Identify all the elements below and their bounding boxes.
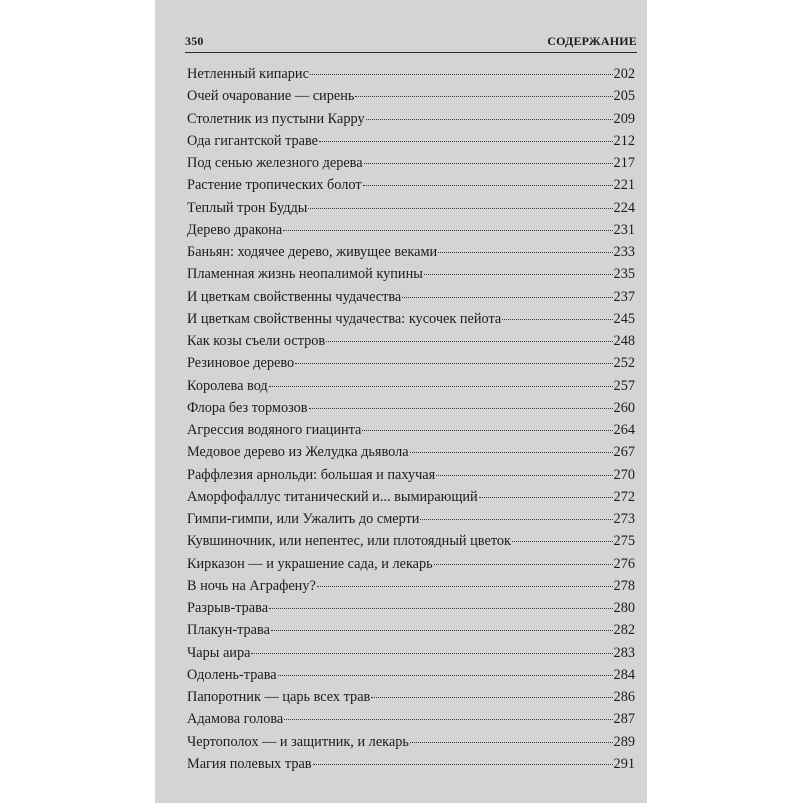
dot-leader	[424, 274, 613, 275]
toc-entry-page: 289	[613, 733, 635, 750]
toc-entry-page: 283	[613, 644, 635, 661]
toc-entry-page: 257	[613, 377, 635, 394]
dot-leader	[362, 430, 612, 431]
toc-entry	[187, 174, 635, 196]
toc-entry-title: Кувшиночник, или непентес, или плотоядный цветок	[187, 533, 511, 550]
toc-entry-page: 273	[613, 511, 635, 527]
toc-entry-title: Растение тропических болот	[187, 177, 362, 194]
toc-entry	[187, 464, 635, 486]
section-title: СОДЕРЖАНИЕ	[547, 34, 637, 48]
toc-entry	[187, 553, 635, 575]
toc-entry	[187, 152, 635, 174]
dot-leader	[269, 608, 613, 609]
dot-leader	[309, 408, 613, 409]
dot-leader	[512, 541, 613, 542]
dot-leader	[402, 297, 612, 298]
page-number: 350	[185, 34, 204, 48]
toc-entry	[187, 664, 635, 686]
toc-entry-page: 212	[613, 132, 635, 149]
toc-entry	[187, 219, 635, 241]
dot-leader	[251, 653, 612, 654]
dot-leader	[319, 141, 613, 142]
toc-entry-title: Баньян: ходячее дерево, живущее веками	[187, 244, 438, 260]
toc-entry-title: И цветкам свойственны чудачества: кусочек пейота	[187, 310, 502, 327]
toc-entry-title: Как козы съели остров	[187, 333, 326, 349]
toc-entry	[187, 508, 635, 530]
toc-entry-title: Кирказон — и украшение сада, и лекарь	[187, 555, 433, 572]
toc-entry-title: Одолень-трава	[187, 666, 277, 683]
toc-entry-title: И цветкам свойственны чудачества	[187, 288, 402, 305]
toc-entry	[187, 63, 635, 85]
dot-leader	[410, 742, 613, 743]
toc-entry-title: Нетленный кипарис	[187, 66, 309, 82]
toc-entry-title: Плакун-трава	[187, 622, 270, 639]
toc-entry-page: 237	[613, 288, 635, 305]
header-rule	[185, 52, 637, 53]
dot-leader	[364, 163, 613, 164]
toc-entry-title: Чертополох — и защитник, и лекарь	[187, 733, 409, 750]
toc-entry-title: Адамова голова	[187, 711, 284, 728]
table-of-contents	[187, 63, 635, 775]
dot-leader	[371, 697, 612, 698]
toc-entry-title: Агрессия водяного гиацинта	[187, 422, 362, 438]
dot-leader	[283, 230, 612, 231]
toc-entry	[187, 397, 635, 419]
dot-leader	[355, 96, 612, 97]
dot-leader	[438, 252, 612, 253]
toc-entry-page: 291	[613, 755, 635, 772]
toc-entry	[187, 241, 635, 263]
toc-entry	[187, 286, 635, 308]
dot-leader	[269, 386, 613, 387]
toc-entry-title: Очей очарование — сирень	[187, 88, 355, 105]
toc-entry-page: 202	[613, 66, 635, 82]
toc-entry	[187, 330, 635, 352]
toc-entry-title: Ода гигантской траве	[187, 132, 318, 149]
toc-entry	[187, 753, 635, 775]
toc-entry	[187, 575, 635, 597]
toc-entry-page: 284	[613, 666, 635, 683]
toc-entry-title: В ночь на Аграфену?	[187, 577, 316, 594]
dot-leader	[295, 363, 612, 364]
toc-entry-title: Аморфофаллус титанический и... вымирающий	[187, 488, 478, 505]
toc-entry-title: Раффлезия арнольди: большая и пахучая	[187, 466, 436, 483]
toc-entry-title: Чары аира	[187, 644, 251, 661]
toc-entry-title: Папоротник — царь всех трав	[187, 689, 371, 705]
toc-entry-page: 245	[613, 310, 635, 327]
toc-entry-page: 217	[613, 155, 635, 171]
dot-leader	[420, 519, 612, 520]
toc-entry-page: 276	[613, 555, 635, 572]
toc-entry-page: 224	[613, 199, 635, 216]
dot-leader	[308, 208, 612, 209]
toc-entry-page: 260	[613, 399, 635, 416]
toc-entry-title: Теплый трон Будды	[187, 199, 308, 216]
toc-entry	[187, 597, 635, 619]
toc-entry-title: Магия полевых трав	[187, 755, 312, 772]
toc-entry-title: Под сенью железного дерева	[187, 155, 363, 171]
toc-entry-page: 287	[613, 711, 635, 728]
toc-entry	[187, 642, 635, 664]
toc-entry	[187, 441, 635, 463]
toc-entry-title: Столетник из пустыни Карру	[187, 110, 365, 127]
toc-entry-page: 209	[613, 110, 635, 127]
toc-entry	[187, 85, 635, 107]
toc-entry-page: 248	[613, 333, 635, 349]
toc-entry	[187, 308, 635, 330]
toc-entry-page: 221	[613, 177, 635, 194]
toc-entry-page: 267	[613, 444, 635, 461]
toc-entry-page: 278	[613, 577, 635, 594]
toc-entry-page: 233	[613, 244, 635, 260]
toc-entry-page: 272	[613, 488, 635, 505]
dot-leader	[317, 586, 613, 587]
toc-entry	[187, 486, 635, 508]
toc-entry	[187, 130, 635, 152]
toc-entry	[187, 263, 635, 285]
dot-leader	[363, 185, 613, 186]
toc-entry-page: 264	[613, 422, 635, 438]
toc-entry	[187, 708, 635, 730]
dot-leader	[502, 319, 612, 320]
dot-leader	[313, 764, 613, 765]
dot-leader	[310, 74, 613, 75]
toc-entry	[187, 108, 635, 130]
toc-entry-page: 205	[613, 88, 635, 105]
toc-entry-page: 286	[613, 689, 635, 705]
dot-leader	[436, 475, 612, 476]
dot-leader	[434, 564, 613, 565]
running-head	[185, 34, 637, 52]
dot-leader	[479, 497, 613, 498]
toc-entry-title: Королева вод	[187, 377, 268, 394]
toc-entry-title: Разрыв-трава	[187, 600, 269, 616]
toc-entry-title: Резиновое дерево	[187, 355, 295, 372]
toc-entry-title: Пламенная жизнь неопалимой купины	[187, 266, 423, 283]
dot-leader	[410, 452, 613, 453]
dot-leader	[271, 630, 613, 631]
toc-entry-page: 252	[613, 355, 635, 372]
dot-leader	[326, 341, 612, 342]
toc-entry-page: 282	[613, 622, 635, 639]
toc-entry-title: Медовое дерево из Желудка дьявола	[187, 444, 409, 461]
toc-entry-page: 280	[613, 600, 635, 616]
toc-entry	[187, 352, 635, 374]
toc-entry-title: Гимпи-гимпи, или Ужалить до смерти	[187, 511, 420, 527]
toc-entry-page: 235	[613, 266, 635, 283]
toc-entry-page: 275	[613, 533, 635, 550]
dot-leader	[278, 675, 613, 676]
toc-entry-page: 270	[613, 466, 635, 483]
toc-entry	[187, 197, 635, 219]
toc-entry-title: Флора без тормозов	[187, 399, 308, 416]
toc-entry-page: 231	[613, 221, 635, 238]
dot-leader	[366, 119, 613, 120]
toc-entry-title: Дерево дракона	[187, 221, 283, 238]
toc-entry	[187, 419, 635, 441]
toc-entry	[187, 731, 635, 753]
toc-entry	[187, 530, 635, 552]
dot-leader	[284, 719, 612, 720]
toc-entry	[187, 619, 635, 641]
toc-entry	[187, 686, 635, 708]
book-page	[155, 0, 647, 803]
toc-entry	[187, 375, 635, 397]
